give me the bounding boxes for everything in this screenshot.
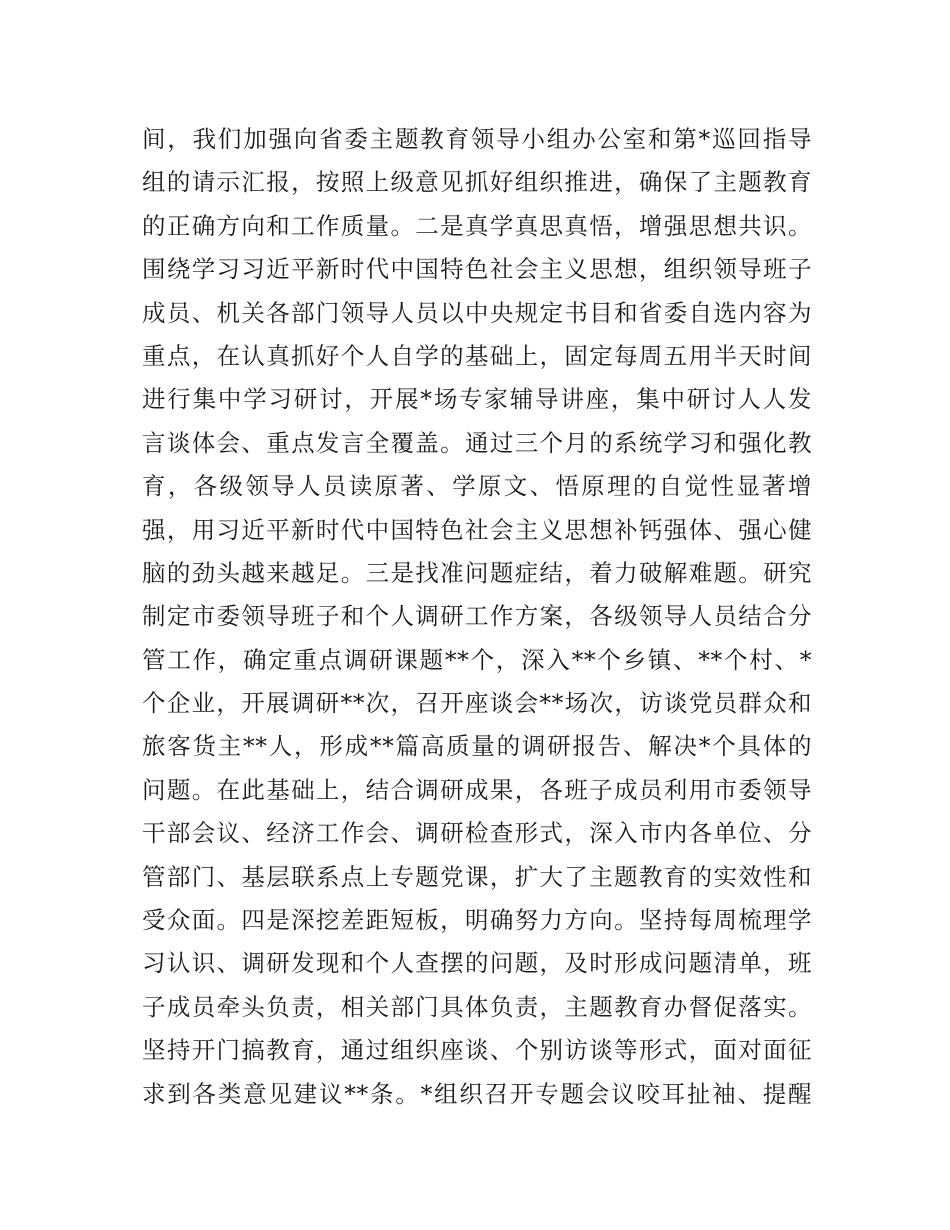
text-line: 习认识、调研发现和个人查摆的问题，及时形成问题清单，班 <box>142 949 812 978</box>
text-line: 个企业，开展调研**次，召开座谈会**场次，访谈党员群众和 <box>142 689 812 718</box>
text-line: 进行集中学习研讨，开展*场专家辅导讲座，集中研讨人人发 <box>142 385 812 414</box>
text-line: 成员、机关各部门领导人员以中央规定书目和省委自选内容为 <box>142 298 812 327</box>
text-line: 言谈体会、重点发言全覆盖。通过三个月的系统学习和强化教 <box>142 428 812 457</box>
text-line: 旅客货主**人，形成**篇高质量的调研报告、解决*个具体的 <box>142 732 812 761</box>
text-line: 脑的劲头越来越足。三是找准问题症结，着力破解难题。研究 <box>142 558 812 587</box>
text-line: 问题。在此基础上，结合调研成果，各班子成员利用市委领导 <box>142 775 812 804</box>
text-line: 坚持开门搞教育，通过组织座谈、个别访谈等形式，面对面征 <box>142 1036 812 1065</box>
text-line: 强，用习近平新时代中国特色社会主义思想补钙强体、强心健 <box>142 515 812 544</box>
text-line: 管工作，确定重点调研课题**个，深入**个乡镇、**个村、* <box>142 645 812 674</box>
text-line: 育，各级领导人员读原著、学原文、悟原理的自觉性显著增 <box>142 472 812 501</box>
text-line: 重点，在认真抓好个人自学的基础上，固定每周五用半天时间 <box>142 341 812 370</box>
text-line: 围绕学习习近平新时代中国特色社会主义思想，组织领导班子 <box>142 255 812 284</box>
text-line: 子成员牵头负责，相关部门具体负责，主题教育办督促落实。 <box>142 992 812 1021</box>
text-line: 管部门、基层联系点上专题党课，扩大了主题教育的实效性和 <box>142 862 812 891</box>
text-line: 求到各类意见建议**条。*组织召开专题会议咬耳扯袖、提醒 <box>142 1079 812 1108</box>
text-line: 组的请示汇报，按照上级意见抓好组织推进，确保了主题教育 <box>142 168 812 197</box>
text-line: 间，我们加强向省委主题教育领导小组办公室和第*巡回指导 <box>142 125 812 153</box>
body-text <box>142 118 812 1116</box>
text-line: 制定市委领导班子和个人调研工作方案，各级领导人员结合分 <box>142 602 812 631</box>
text-line: 的正确方向和工作质量。二是真学真思真悟，增强思想共识。 <box>142 211 812 240</box>
text-line: 受众面。四是深挖差距短板，明确努力方向。坚持每周梳理学 <box>142 906 812 935</box>
text-line: 干部会议、经济工作会、调研检查形式，深入市内各单位、分 <box>142 819 812 848</box>
